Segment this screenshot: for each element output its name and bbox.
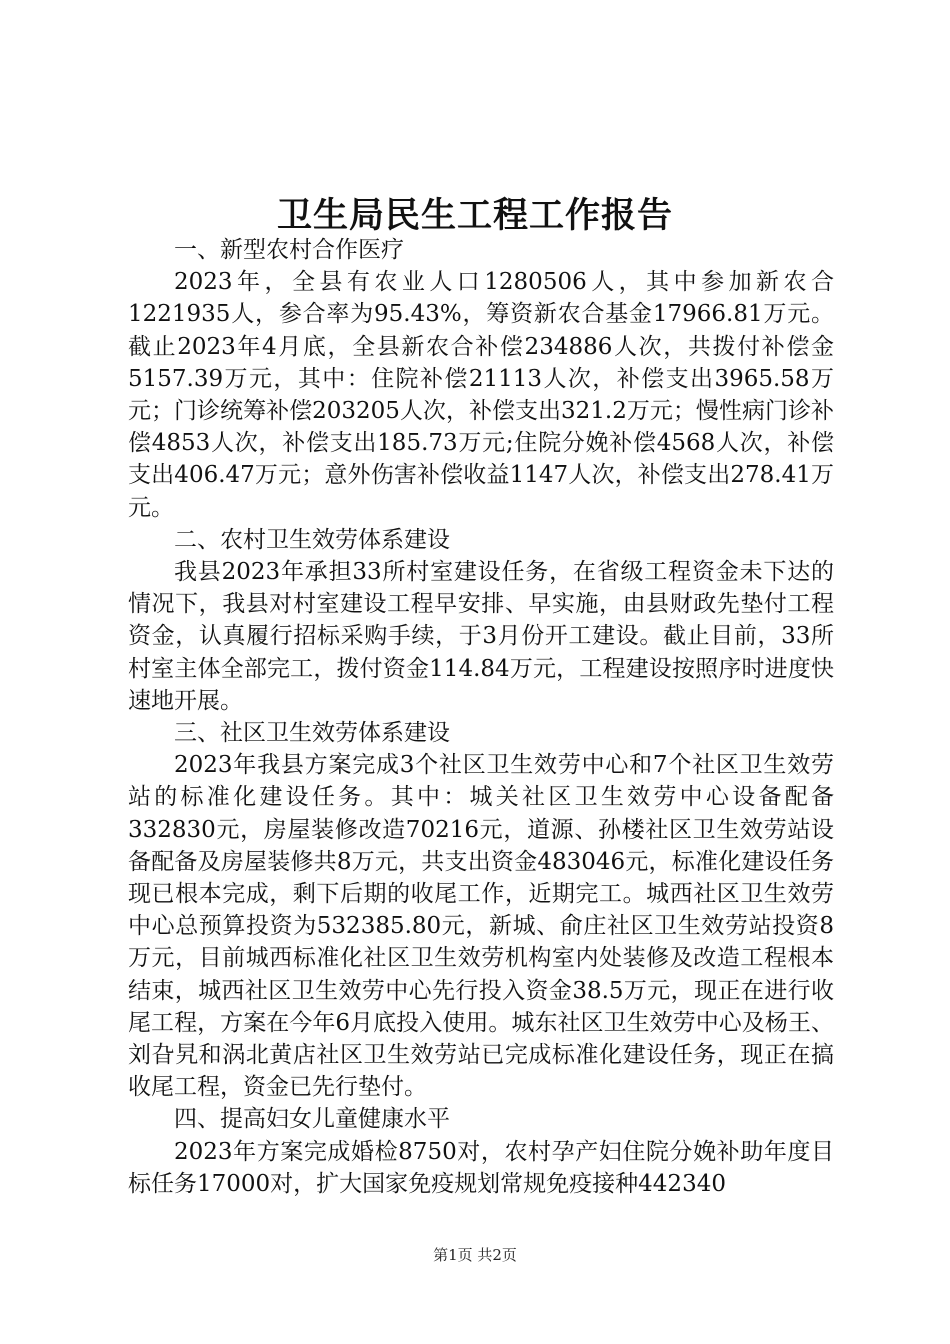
section-paragraph-3: 2023年我县方案完成3个社区卫生效劳中心和7个社区卫生效劳站的标准化建设任务。其中：城关社区卫生效劳中心设备配备332830元，房屋装修改造70216元，道源、孙楼社区卫生效劳站设备配备及房屋装修共8万元，共支出资金483046元，标准化建设任务现已根本完成，剩下后期的收尾工作，近期完工。城西社区卫生效劳中心总预算投资为532385.80元，新城、俞庄社区卫生效劳站投资8万元，目前城西标准化社区卫生效劳机构室内处装修及改造工程根本结束，城西社区卫生效劳中心先行投入资金38.5万元，现正在进行收尾工程，方案在今年6月底投入使用。城东社区卫生效劳中心及杨王、刘旮旯和涡北黄店社区卫生效劳站已完成标准化建设任务，现正在搞收尾工程，资金已先行垫付。 [128, 752, 834, 1101]
page-number-footer: 第1页 共2页 [433, 1246, 517, 1264]
section-heading-4: 四、提高妇女儿童健康水平 [174, 1106, 450, 1133]
section-paragraph-2: 我县2023年承担33所村室建设任务，在省级工程资金未下达的情况下，我县对村室建设工程早安排、早实施，由县财政先垫付工程资金，认真履行招标采购手续，于3月份开工建设。截止目前，33所村室主体全部完工，拨付资金114.84万元，工程建设按照序时进度快速地开展。 [128, 559, 834, 714]
section-heading-1: 一、新型农村合作医疗 [174, 237, 404, 263]
section-heading-2: 二、农村卫生效劳体系建设 [174, 526, 450, 553]
section-paragraph-4: 2023年方案完成婚检8750对，农村孕产妇住院分娩补助年度目标任务17000对，扩大国家免疫规划常规免疫接种442340 [128, 1138, 834, 1197]
document-title: 卫生局民生工程工作报告 [276, 195, 673, 236]
section-paragraph-1: 2023年，全县有农业人口1280506人，其中参加新农合1221935人，参合率为95.43%，筹资新农合基金17966.81万元。截止2023年4月底，全县新农合补偿234886人次，共拨付补偿金5157.39万元，其中：住院补偿21113人次，补偿支出3965.58万元；门诊统筹补偿203205人次，补偿支出321.2万元；慢性病门诊补偿4853人次，补偿支出185.73万元;住院分娩补偿4568人次，补偿支出406.47万元；意外伤害补偿收益1147人次，补偿支出278.41万元。 [128, 269, 834, 521]
document-body [128, 234, 834, 1200]
section-heading-3: 三、社区卫生效劳体系建设 [174, 720, 450, 747]
